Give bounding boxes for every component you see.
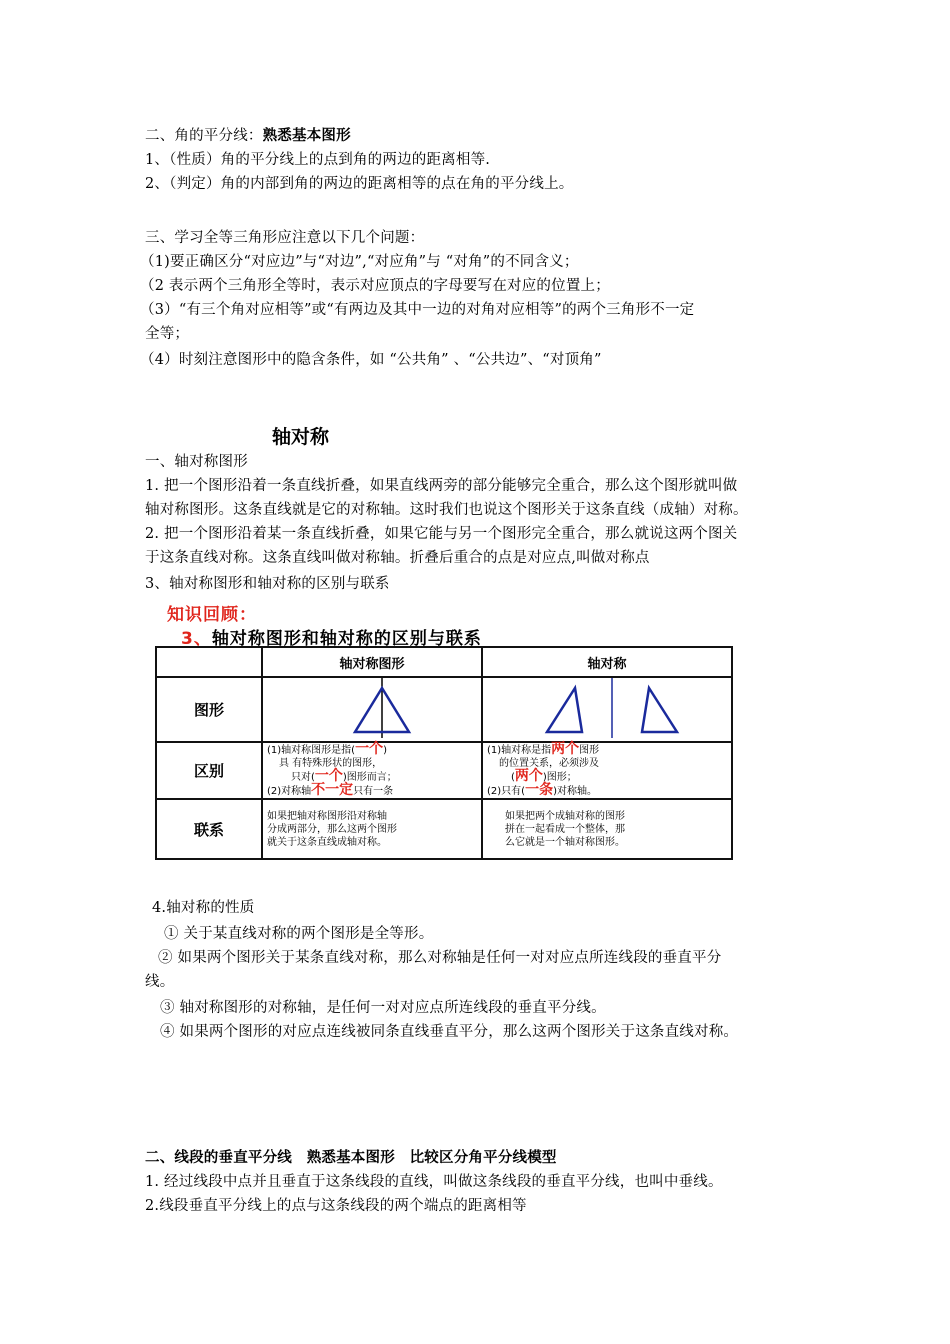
symmetry-subheading: 一、轴对称图形 [145, 454, 248, 470]
triangle-pair-icon [487, 678, 727, 738]
difference-cell-left: (1)轴对称图形是指(一个) 具 有特殊形状的图形， 只对(一个)图形而言； (2)对称轴不一定只有一条 [262, 742, 482, 799]
property-item: ④ 如果两个图形的对应点连线被同条直线垂直平分，那么这两个图形关于这条直线对称。 [160, 1024, 739, 1040]
perpendicular-bisector-property: 2.线段垂直平分线上的点与这条线段的两个端点的距离相等 [145, 1198, 527, 1214]
perpendicular-bisector-heading: 二、线段的垂直平分线 熟悉基本图形 比较区分角平分线模型 [145, 1149, 557, 1166]
symmetry-paragraph: 轴对称图形。这条直线就是它的对称轴。这时我们也说这个图形关于这条直线（成轴）对称。 [145, 502, 748, 518]
angle-property-item: 1、（性质）角的平分线上的点到角的两边的距离相等. [145, 152, 491, 168]
shape-cell-symmetric-pair [482, 677, 732, 742]
symmetry-paragraph: 1. 把一个图形沿着一条直线折叠，如果直线两旁的部分能够完全重合，那么这个图形就叫做 [145, 478, 738, 494]
congruent-item: （2 表示两个三角形全等时，表示对应顶点的字母要写在对应的位置上； [140, 278, 610, 294]
congruent-item: （3）“有三个角对应相等”或“有两边及其中一边的对角对应相等”的两个三角形不一定 [140, 302, 695, 318]
column-header: 轴对称 [482, 647, 732, 677]
angle-criterion-item: 2、（判定）角的内部到角的两边的距离相等的点在角的平分线上。 [145, 176, 574, 192]
figure-heading-review: 知识回顾： [167, 605, 257, 625]
isosceles-triangle-icon [267, 678, 477, 738]
relation-cell-right: 如果把两个成轴对称的图形 拼在一起看成一个整体，那 么它就是一个轴对称图形。 [482, 799, 732, 859]
congruent-item: （1)要正确区分“对应边”与“对边”,“对应角”与 “对角”的不同含义； [140, 254, 579, 270]
property-item: ① 关于某直线对称的两个图形是全等形。 [164, 926, 434, 942]
relation-cell-left: 如果把轴对称图形沿对称轴 分成两部分，那么这两个图形 就关于这条直线成轴对称。 [262, 799, 482, 859]
angle-bisector-heading: 二、角的平分线：熟悉基本图形 [145, 127, 351, 144]
perpendicular-bisector-definition: 1. 经过线段中点并且垂直于这条线段的直线，叫做这条线段的垂直平分线，也叫中垂线。 [145, 1174, 723, 1190]
difference-cell-right: (1)轴对称是指两个图形 的位置关系，必须涉及 (两个)图形； (2)只有(一条)对称轴。 [482, 742, 732, 799]
shape-cell-symmetric-figure [262, 677, 482, 742]
symmetry-paragraph: 于这条直线对称。这条直线叫做对称轴。折叠后重合的点是对应点,叫做对称点 [145, 550, 650, 566]
property-item-continued: 线。 [145, 974, 175, 990]
symmetry-paragraph: 3、轴对称图形和轴对称的区别与联系 [145, 576, 390, 592]
property-item: ② 如果两个图形关于某条直线对称，那么对称轴是任何一对对应点所连线段的垂直平分 [158, 950, 722, 966]
symmetry-paragraph: 2. 把一个图形沿着某一条直线折叠，如果它能与另一个图形完全重合，那么就说这两个图关 [145, 526, 738, 542]
row-header: 联系 [156, 799, 262, 859]
congruent-heading: 三、学习全等三角形应注意以下几个问题： [145, 230, 425, 246]
properties-heading: 4.轴对称的性质 [152, 900, 255, 916]
property-item: ③ 轴对称图形的对称轴，是任何一对对应点所连线段的垂直平分线。 [160, 1000, 606, 1016]
comparison-table [155, 646, 733, 860]
congruent-item: （4）时刻注意图形中的隐含条件，如 “公共角” 、“公共边”、“对顶角” [140, 352, 602, 368]
row-header: 图形 [156, 677, 262, 742]
row-header: 区别 [156, 742, 262, 799]
figure-heading-title: 3、轴对称图形和轴对称的区别与联系 [181, 629, 482, 649]
comparison-figure [155, 600, 735, 862]
section-title: 轴对称 [272, 426, 330, 448]
congruent-item-continued: 全等； [145, 326, 190, 342]
column-header: 轴对称图形 [262, 647, 482, 677]
